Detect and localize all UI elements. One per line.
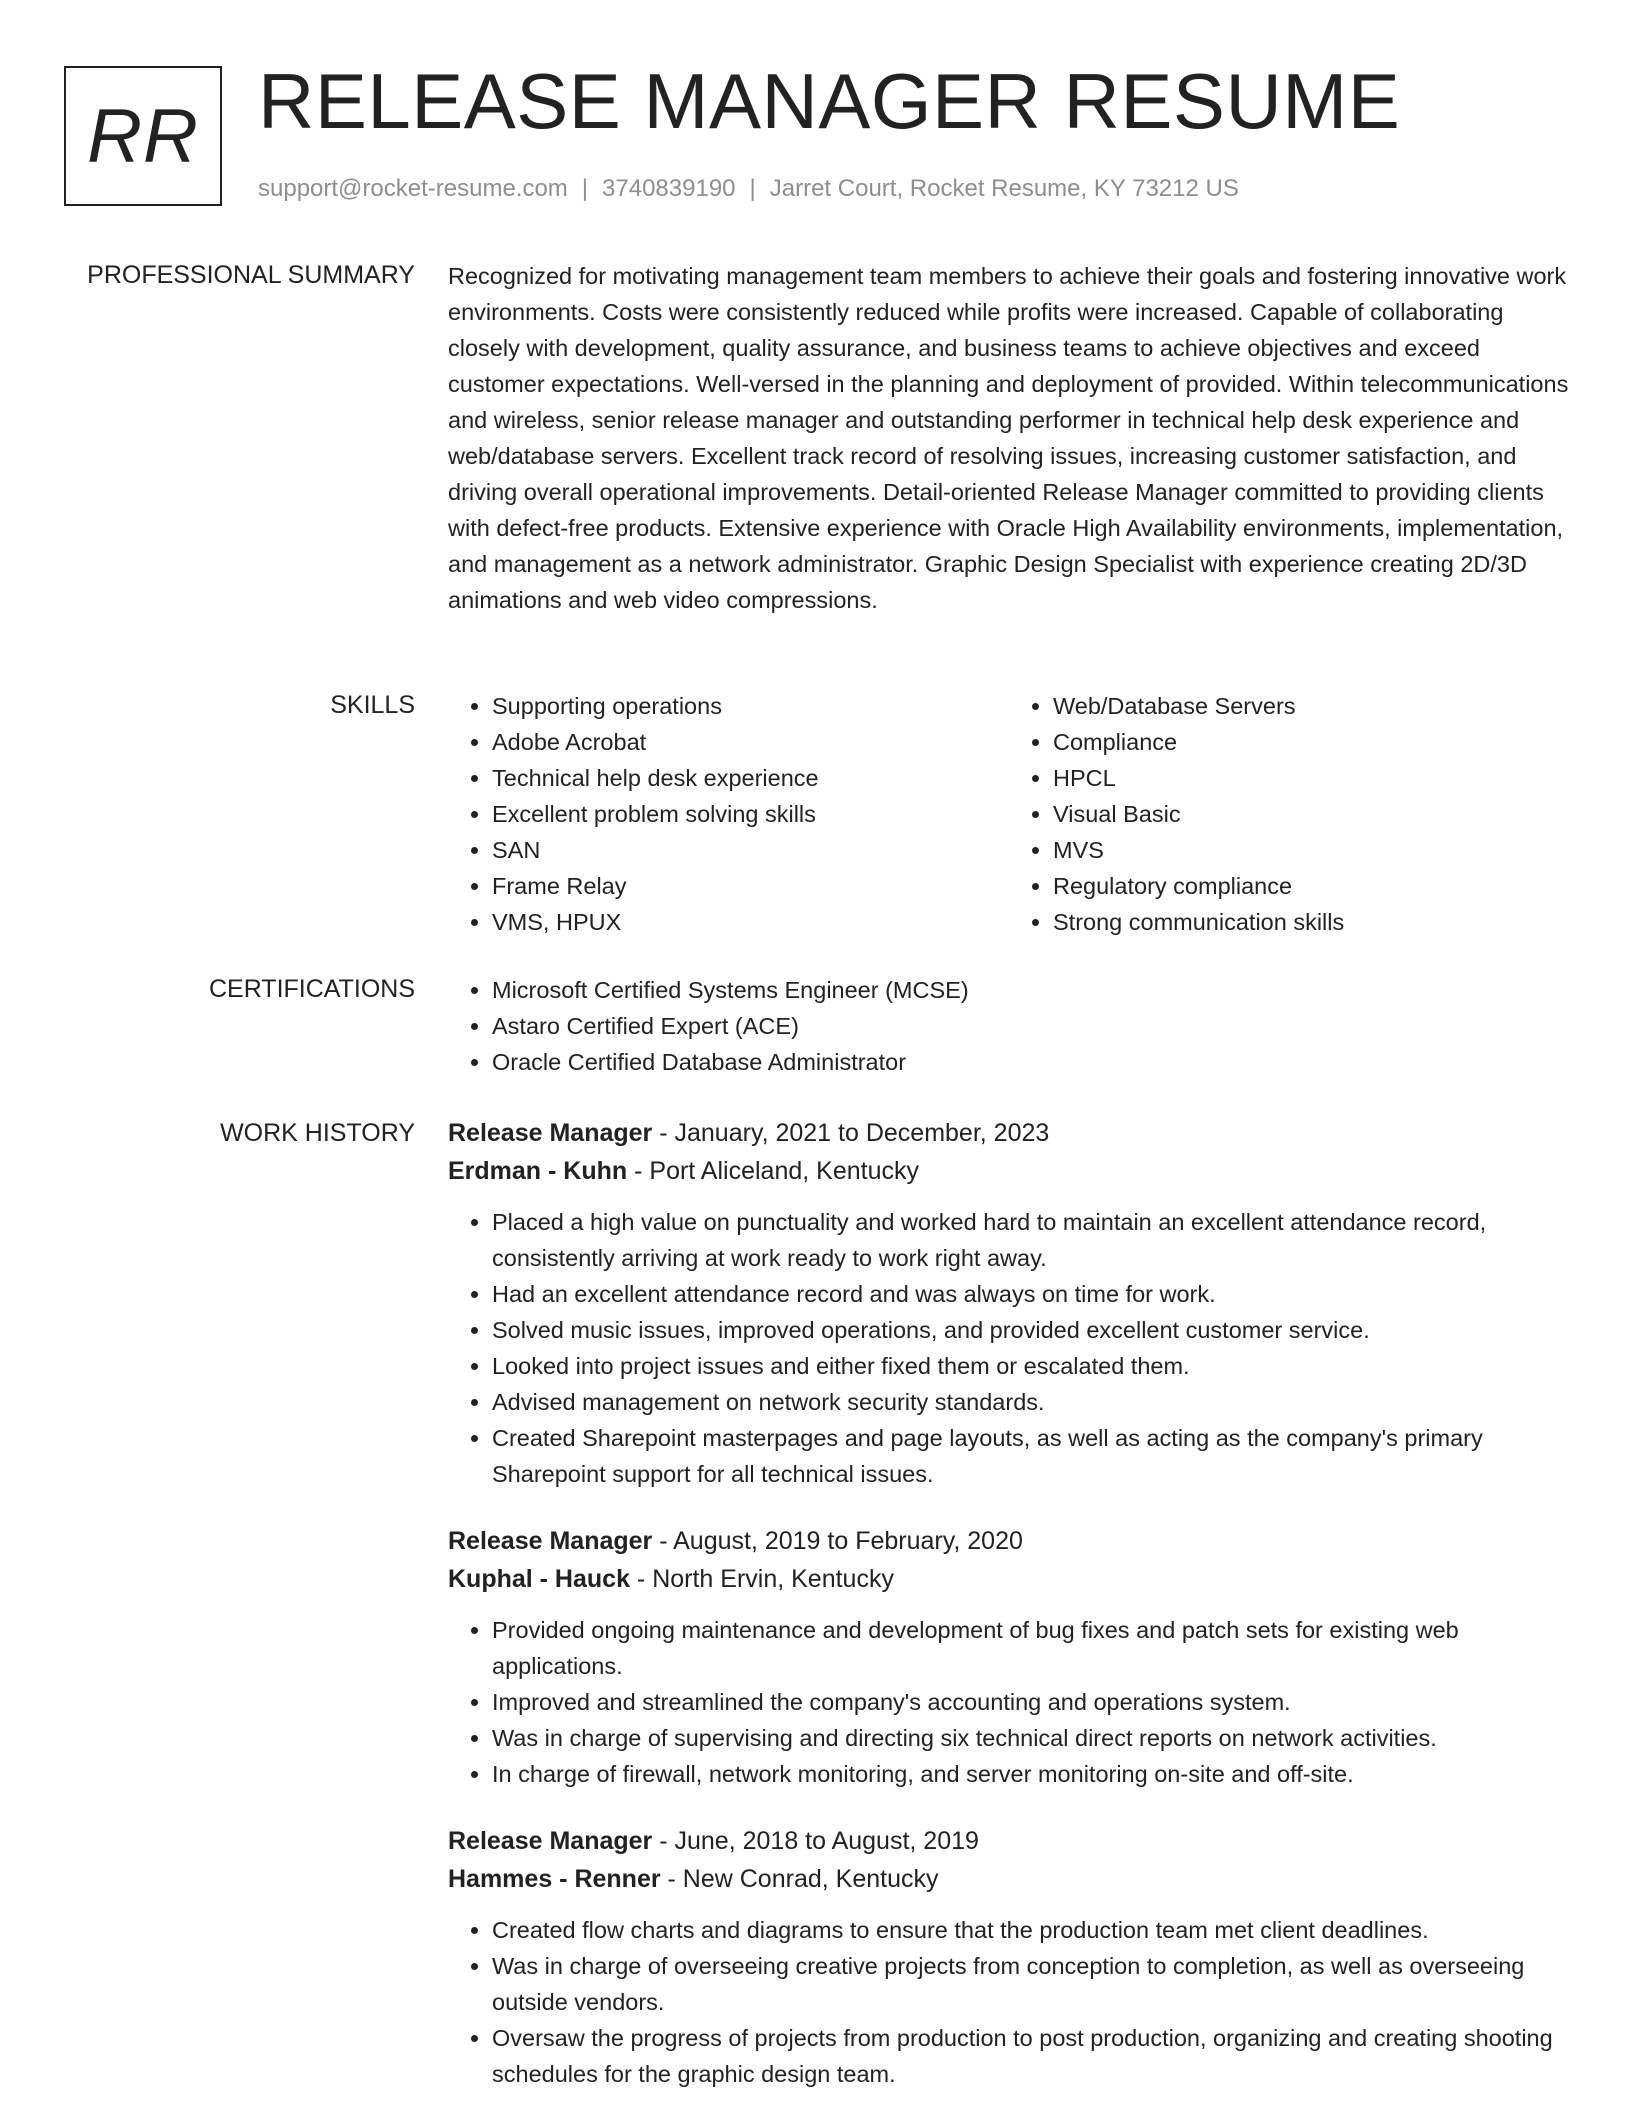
monogram-initials: RR [87, 93, 199, 179]
work-history-section [448, 1114, 1570, 2122]
certification-item: • Astaro Certified Expert (ACE) [492, 1008, 1570, 1044]
job-location: - North Ervin, Kentucky [629, 1565, 894, 1593]
job-dates: - August, 2019 to February, 2020 [652, 1527, 1023, 1555]
job-dates: - June, 2018 to August, 2019 [652, 1827, 979, 1855]
job-bullet: • Looked into project issues and either fixed them or escalated them. [492, 1348, 1570, 1384]
monogram-badge [64, 66, 222, 206]
job-company-line [448, 1152, 1570, 1190]
job-title-line [448, 1114, 1570, 1152]
skill-item: • Frame Relay [492, 868, 1009, 904]
skill-item: • MVS [1053, 832, 1570, 868]
skill-item: • VMS, HPUX [492, 904, 1009, 940]
summary-text: Recognized for motivating management team members to achieve their goals and fostering innovative work environments. Costs were consistently reduced while profits were increased. Capable of collaborating closely with development, quality assurance, and business teams to achieve objectives and exceed customer expectations. Well-versed in the planning and deployment of provided. Within telecommunications and wireless, senior release manager and outstanding performer in technical help desk experience and web/database servers. Excellent track record of resolving issues, increasing customer satisfaction, and driving overall operational improvements. Detail-oriented Release Manager committed to providing clients with defect-free products. Extensive experience with Oracle High Availability environments, implementation, and management as a network administrator. Graphic Design Specialist with experience creating 2D/3D animations and web video compressions. [448, 263, 1569, 613]
skills-columns [448, 688, 1570, 940]
job-bullet: • Placed a high value on punctuality and worked hard to maintain an excellent attendance record, consistently arriving at work ready to work right away. [492, 1204, 1570, 1276]
job-company: Kuphal - Hauck [448, 1565, 630, 1593]
job-entry [448, 1822, 1570, 2092]
job-company: Hammes - Renner [448, 1865, 661, 1893]
skill-item: • SAN [492, 832, 1009, 868]
skill-item: • Regulatory compliance [1053, 868, 1570, 904]
job-bullet: • Advised management on network security standards. [492, 1384, 1570, 1420]
job-bullets [448, 1204, 1570, 1492]
job-entry [448, 1114, 1570, 1492]
skills-list-left [448, 688, 1009, 940]
job-location: - Port Aliceland, Kentucky [627, 1157, 919, 1185]
job-bullet: • In charge of firewall, network monitoring, and server monitoring on-site and off-site. [492, 1756, 1570, 1792]
job-title: Release Manager [448, 1527, 653, 1555]
summary-heading: PROFESSIONAL SUMMARY [87, 261, 415, 289]
skill-item: • HPCL [1053, 760, 1570, 796]
contact-phone: 3740839190 [602, 175, 736, 202]
skill-item: • Excellent problem solving skills [492, 796, 1009, 832]
job-company-line [448, 1860, 1570, 1898]
job-title: Release Manager [448, 1119, 653, 1147]
job-title-line [448, 1522, 1570, 1560]
job-bullet: • Improved and streamlined the company's accounting and operations system. [492, 1684, 1570, 1720]
job-bullet: • Created Sharepoint masterpages and page layouts, as well as acting as the company's primary Sharepoint support for all technical issues. [492, 1420, 1570, 1492]
job-location: - New Conrad, Kentucky [660, 1865, 939, 1893]
job-bullet: • Was in charge of supervising and directing six technical direct reports on network activities. [492, 1720, 1570, 1756]
page-title: RELEASE MANAGER RESUME [258, 57, 1401, 145]
contact-separator: | [581, 175, 589, 202]
job-bullet: • Was in charge of overseeing creative projects from conception to completion, as well as overseeing outside vendors. [492, 1948, 1570, 2020]
job-bullet: • Oversaw the progress of projects from production to post production, organizing and creating shooting schedules for the graphic design team. [492, 2020, 1570, 2092]
job-title-line [448, 1822, 1570, 1860]
contact-line [258, 174, 1239, 204]
contact-separator: | [749, 175, 756, 202]
job-bullet: • Solved music issues, improved operations, and provided excellent customer service. [492, 1312, 1570, 1348]
skill-item: • Visual Basic [1053, 796, 1570, 832]
job-bullet: • Created flow charts and diagrams to ensure that the production team met client deadlines. [492, 1912, 1570, 1948]
certification-item: • Oracle Certified Database Administrator [492, 1044, 1570, 1080]
skills-section [448, 688, 1570, 940]
skill-item: • Supporting operations [492, 688, 1009, 724]
job-bullets [448, 1612, 1570, 1792]
job-bullet: • Provided ongoing maintenance and development of bug fixes and patch sets for existing web applications. [492, 1612, 1570, 1684]
skill-item: • Technical help desk experience [492, 760, 1009, 796]
certifications-heading: CERTIFICATIONS [208, 975, 415, 1003]
job-bullets [448, 1912, 1570, 2092]
certifications-section [448, 972, 1570, 1080]
work-history-heading: WORK HISTORY [220, 1119, 415, 1147]
certifications-list [448, 972, 1570, 1080]
skill-item: • Strong communication skills [1053, 904, 1570, 940]
skills-heading: SKILLS [330, 691, 415, 719]
contact-email: support@rocket-resume.com [258, 175, 568, 202]
job-dates: - January, 2021 to December, 2023 [652, 1119, 1050, 1147]
skill-item: • Compliance [1053, 724, 1570, 760]
job-company: Erdman - Kuhn [448, 1157, 628, 1185]
certification-item: • Microsoft Certified Systems Engineer (MCSE) [492, 972, 1570, 1008]
skills-list-right [1009, 688, 1570, 940]
job-company-line [448, 1560, 1570, 1598]
job-bullet: • Had an excellent attendance record and was always on time for work. [492, 1276, 1570, 1312]
job-title: Release Manager [448, 1827, 653, 1855]
skill-item: • Adobe Acrobat [492, 724, 1009, 760]
job-entry [448, 1522, 1570, 1792]
contact-address: Jarret Court, Rocket Resume, KY 73212 US [769, 175, 1239, 202]
skill-item: • Web/Database Servers [1053, 688, 1570, 724]
